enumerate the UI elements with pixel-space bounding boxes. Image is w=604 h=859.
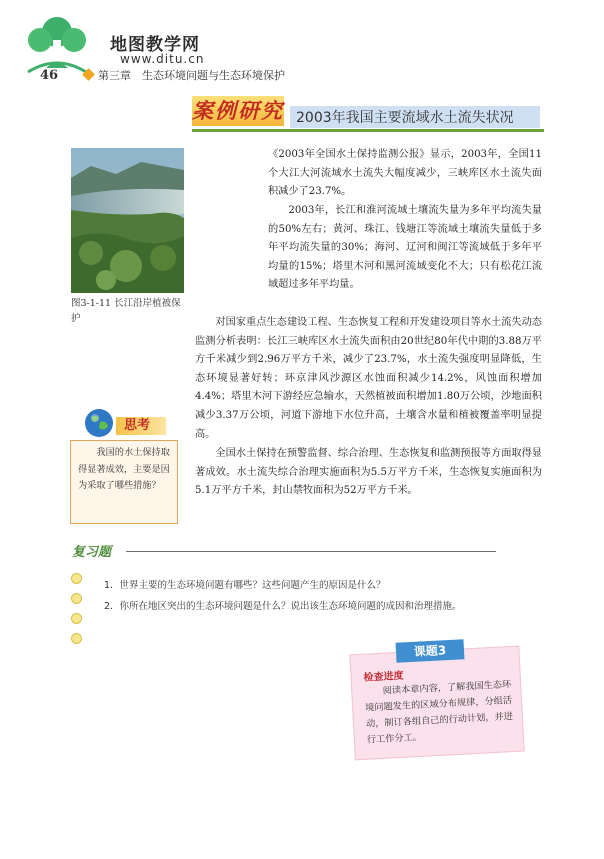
paragraph-1: 《2003年全国水土保持监测公报》显示，2003年，全国11个大江大河流域水土流失大幅度减少，三峡库区水土流失面积减少了23.7%。 xyxy=(268,149,542,198)
review-question-2: 2．你所在地区突出的生态环境问题是什么？说出该生态环境问题的成因和治理措施。 xyxy=(104,601,462,612)
case-title-underline xyxy=(192,129,544,132)
site-url: www.ditu.cn xyxy=(120,52,205,66)
case-title: 2003年我国主要流域水土流失状况 xyxy=(296,110,514,126)
paragraph-2: 2003年，长江和淮河流域土壤流失量为多年平均流失量的50%左右；黄河、珠江、钱塘江等流域土壤流失量低于多年平均流失量的30%；海河、辽河和闽江等流域低于多年平均量的15%；塔里木河和黑河流域变化不大；只有松花江流域超过多年平均量。 xyxy=(268,205,542,291)
review-bullet-icon xyxy=(71,573,82,584)
case-study-label: 案例研究 xyxy=(192,96,284,126)
review-bullet-icon xyxy=(71,613,82,624)
yangtze-riverbank-photo xyxy=(71,148,184,293)
review-divider xyxy=(126,551,496,552)
review-question-1: 1．世界主要的生态环境问题有哪些？这些问题产生的原因是什么？ xyxy=(104,580,386,591)
review-bullet-icon xyxy=(71,633,82,644)
page-number: 46 xyxy=(40,68,59,83)
think-question: 我国的水土保持取得显著成效，主要是因为采取了哪些措施？ xyxy=(78,447,170,491)
review-title: 复习题 xyxy=(72,545,112,560)
paragraph-4: 全国水土保持在预警监督、综合治理、生态恢复和监测预报等方面取得显著成效。水土流失综合治理实施面积为5.5万平方千米，生态恢复实施面积为5.1万平方千米，封山禁牧面积为52万平方千米。 xyxy=(195,448,542,497)
think-label: 思考 xyxy=(124,418,151,433)
site-title: 地图教学网 xyxy=(110,35,200,55)
chapter-heading: 第三章 生态环境问题与生态环境保护 xyxy=(98,69,285,82)
project-card xyxy=(349,646,522,759)
globe-icon xyxy=(84,408,114,438)
project-card-heading: 检查进度 xyxy=(363,670,404,684)
paragraph-3: 对国家重点生态建设工程、生态恢复工程和开发建设项目等水土流失动态监测分析表明：长江三峡库区水土流失面积由20世纪80年代中期的3.88万平方千米减少到2.96万平方千米，减少了23.7%，水土流失强度明显降低，生态环境显著好转；环京津风沙源区水蚀面积减少14.2%，风蚀面积增加4.4%；塔里木河下游经应急输水，天然植被面积增加1.80万公顷，沙地面积减少3.37万公顷，河道下游地下水位升高，土壤含水量和植被覆盖率明显提高。 xyxy=(195,317,542,440)
tree-logo-icon xyxy=(22,14,92,74)
review-bullet-icon xyxy=(71,593,82,604)
project-card-body xyxy=(349,646,524,761)
project-tab-label: 课题3 xyxy=(396,639,465,663)
photo-caption: 图3-1-11 长江沿岸植被保护 xyxy=(71,298,181,324)
project-card-text: 阅读本章内容，了解我国生态环境问题发生的区域分布规律，分组活动，制订各组自己的行动计划，并进行工作分工。 xyxy=(364,679,514,746)
